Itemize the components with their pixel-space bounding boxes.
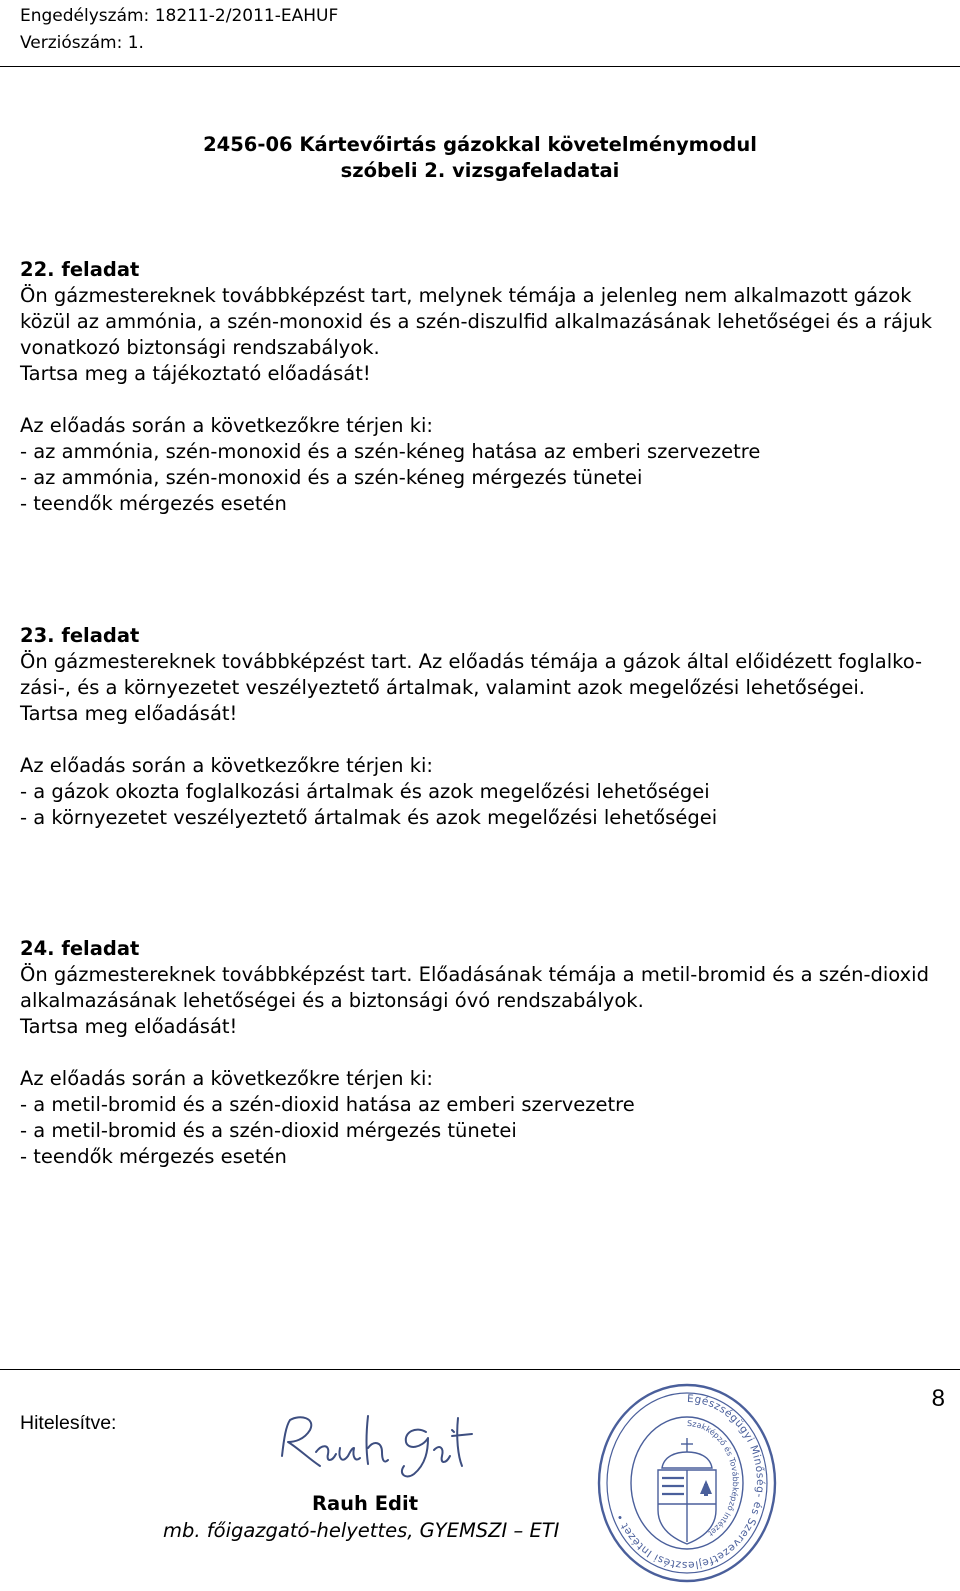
task-instruction: Tartsa meg előadását! [20, 1015, 238, 1038]
authenticated-label: Hitelesítve: [20, 1412, 117, 1434]
task-heading: 23. feladat [20, 624, 140, 647]
header-divider [0, 66, 960, 67]
handwritten-signature [276, 1408, 506, 1488]
footer-divider [0, 1369, 960, 1370]
task-text-line: alkalmazásának lehetőségei és a biztonsági óvó rendszabályok. [20, 989, 644, 1012]
task-text-line: Ön gázmestereknek továbbképzést tart. Az előadás témája a gázok által előidézett foglalko- [20, 650, 923, 673]
list-item: - a környezetet veszélyeztető ártalmak és azok megelőzési lehetőségei [20, 806, 718, 829]
task-24 [20, 936, 945, 1170]
task-23 [20, 623, 945, 831]
list-item: - teendők mérgezés esetén [20, 492, 287, 515]
points-intro: Az előadás során a következőkre térjen ki: [20, 1067, 433, 1090]
task-22 [20, 257, 945, 517]
list-item: - teendők mérgezés esetén [20, 1145, 287, 1168]
page-number: 8 [931, 1385, 945, 1412]
task-text-line: Ön gázmestereknek továbbképzést tart, melynek témája a jelenleg nem alkalmazott gázok [20, 284, 912, 307]
list-item: - a gázok okozta foglalkozási ártalmak és azok megelőzési lehetőségei [20, 780, 710, 803]
points-intro: Az előadás során a következőkre térjen ki: [20, 754, 433, 777]
document-subtitle: szóbeli 2. vizsgafeladatai [340, 159, 620, 182]
points-intro: Az előadás során a következőkre térjen ki: [20, 414, 433, 437]
svg-text:Egészségügyi Minőség- és Szerv: Egészségügyi Minőség- és Szervezetfejlesztési Intézet • [613, 1392, 766, 1572]
signer-name: Rauh Edit [312, 1492, 419, 1515]
task-heading: 24. feladat [20, 937, 140, 960]
task-text-line: közül az ammónia, a szén-monoxid és a szén-diszulfid alkalmazásának lehetőségei és a rájuk [20, 310, 933, 333]
license-number: Engedélyszám: 18211-2/2011-EAHUF [20, 6, 339, 26]
svg-text:Szakképző és Továbbképző Intéz: Szakképző és Továbbképző Intézet [686, 1418, 740, 1538]
task-instruction: Tartsa meg előadását! [20, 702, 238, 725]
signer-role: mb. főigazgató-helyettes, GYEMSZI – ETI [163, 1519, 560, 1542]
document-title: 2456-06 Kártevőirtás gázokkal követelménymodul [203, 133, 757, 156]
version-number: Verziószám: 1. [20, 33, 144, 53]
official-stamp [596, 1382, 778, 1584]
task-text-line: Ön gázmestereknek továbbképzést tart. Előadásának témája a metil-bromid és a szén-dioxid [20, 963, 929, 986]
task-text-line: vonatkozó biztonsági rendszabályok. [20, 336, 380, 359]
task-text-line: zási-, és a környezetet veszélyeztető ártalmak, valamint azok megelőzési lehetőségei. [20, 676, 865, 699]
task-heading: 22. feladat [20, 258, 140, 281]
list-item: - a metil-bromid és a szén-dioxid hatása az emberi szervezetre [20, 1093, 635, 1116]
list-item: - a metil-bromid és a szén-dioxid mérgezés tünetei [20, 1119, 517, 1142]
list-item: - az ammónia, szén-monoxid és a szén-kéneg hatása az emberi szervezetre [20, 440, 761, 463]
task-instruction: Tartsa meg a tájékoztató előadását! [20, 362, 371, 385]
list-item: - az ammónia, szén-monoxid és a szén-kéneg mérgezés tünetei [20, 466, 643, 489]
